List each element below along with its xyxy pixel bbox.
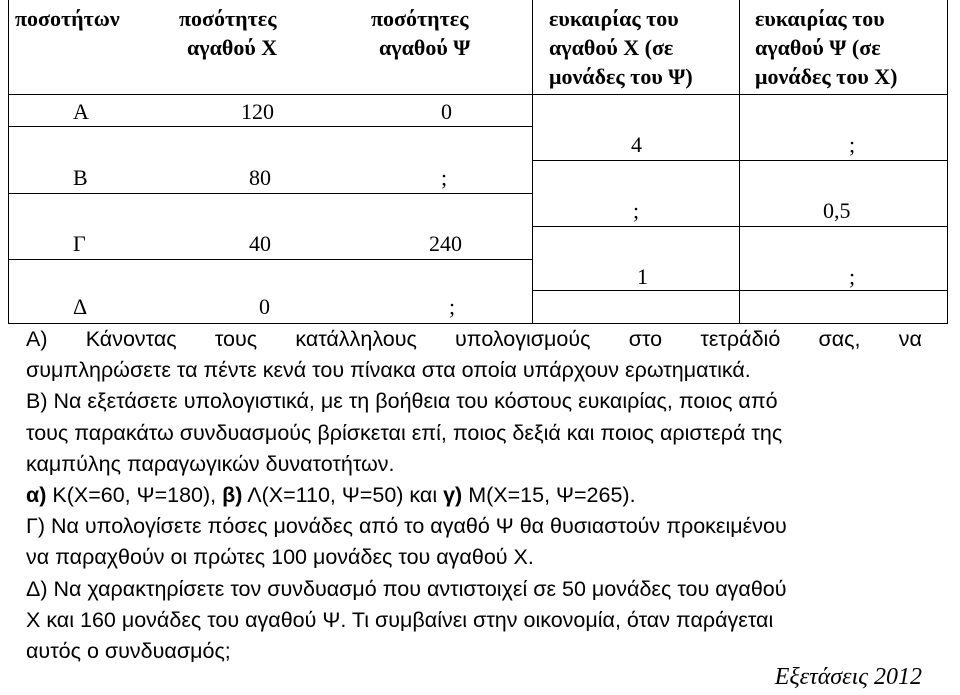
header-opportunity-cost-x	[549, 4, 729, 91]
header-quantity-y	[371, 4, 470, 62]
quantity-y: 240	[429, 231, 462, 256]
quantity-x: 80	[249, 165, 271, 190]
column-divider	[739, 0, 740, 323]
question-a-line: συμπληρώσετε τα πέντε κενά του πίνακα στα οποία υπάρχουν ερωτηματικά.	[26, 358, 751, 383]
header-text: αγαθού Ψ (σε	[755, 35, 881, 60]
header-quantity-x	[179, 4, 277, 62]
option-label: γ)	[443, 482, 463, 507]
header-text: ευκαιρίας του	[549, 6, 679, 31]
question-b-line: καμπύλης παραγωγικών δυνατοτήτων.	[26, 451, 395, 476]
header-text: αγαθού Χ	[187, 35, 278, 60]
cost-y: 0,5	[823, 198, 851, 223]
header-text: μονάδες του Ψ)	[549, 64, 693, 89]
cost-y: ;	[849, 132, 856, 157]
question-d-line: Δ) Να χαρακτηρίσετε τον συνδυασμό που αντιστοιχεί σε 50 μονάδες του αγαθού	[26, 576, 787, 601]
word: κατάλληλους	[295, 327, 417, 351]
cost-y: ;	[849, 264, 856, 289]
quantity-y: ;	[441, 165, 448, 190]
column-divider	[532, 0, 533, 323]
question-d-line: Χ και 160 μονάδες του αγαθού Ψ. Τι συμβαίνει στην οικονομία, όταν παράγεται	[26, 607, 774, 632]
question-b-line: τους παρακάτω συνδυασμούς βρίσκεται επί, ποιος δεξιά και ποιος αριστερά της	[26, 420, 783, 445]
header-combination	[15, 4, 120, 33]
word: τους	[214, 327, 258, 351]
header-text: μονάδες του Χ)	[755, 64, 898, 89]
questions-block	[26, 324, 922, 667]
question-d-line: αυτός ο συνδυασμός;	[26, 638, 231, 663]
header-divider	[9, 94, 947, 95]
word: Κάνοντας	[85, 327, 177, 351]
option-label: β)	[222, 482, 243, 507]
question-c-line: Γ) Να υπολογίσετε πόσες μονάδες από το αγαθό Ψ θα θυσιαστούν προκειμένου	[26, 514, 787, 539]
word: να	[898, 327, 922, 351]
production-possibilities-table	[8, 0, 948, 324]
word: σας,	[818, 327, 861, 351]
quantity-x: 120	[241, 99, 274, 124]
word: Α)	[26, 327, 48, 351]
cost-x: ;	[633, 198, 640, 223]
quantity-x: 40	[249, 231, 271, 256]
combo-label: Γ	[73, 231, 86, 256]
option-text: Λ(Χ=110, Ψ=50) και	[242, 482, 444, 507]
quantity-y: 0	[441, 99, 452, 124]
combo-label: Α	[73, 99, 89, 124]
question-b-line: Β) Να εξετάσετε υπολογιστικά, με τη βοήθεια του κόστους ευκαιρίας, ποιος από	[26, 389, 778, 414]
exam-year-caption: Εξετάσεις 2012	[774, 664, 922, 690]
header-text: αγαθού Χ (σε	[549, 35, 674, 60]
cost-x: 1	[637, 264, 648, 289]
row-divider	[9, 259, 532, 260]
question-c-line: να παραχθούν οι πρώτες 100 μονάδες του αγαθού Χ.	[26, 545, 534, 570]
row-divider	[9, 193, 532, 194]
option-text: Κ(Χ=60, Ψ=180),	[46, 482, 223, 507]
word: στο	[628, 327, 663, 351]
question-a-line	[26, 324, 922, 355]
question-b-options	[26, 480, 922, 511]
quantity-y: ;	[449, 294, 456, 319]
header-text: ποσότητες	[371, 6, 469, 31]
header-text: ποσοτήτων	[15, 6, 120, 31]
word: υπολογισμούς	[455, 327, 591, 351]
header-opportunity-cost-y	[755, 4, 941, 91]
header-text: αγαθού Ψ	[379, 35, 471, 60]
header-text: ευκαιρίας του	[755, 6, 885, 31]
row-divider	[9, 126, 532, 127]
quantity-x: 0	[259, 294, 270, 319]
option-text: Μ(Χ=15, Ψ=265).	[462, 482, 636, 507]
cost-x: 4	[631, 132, 642, 157]
combo-label: Β	[73, 165, 88, 190]
header-text: ποσότητες	[179, 6, 277, 31]
combo-label: Δ	[73, 294, 88, 319]
option-label: α)	[26, 482, 47, 507]
word: τετράδιό	[700, 327, 781, 351]
